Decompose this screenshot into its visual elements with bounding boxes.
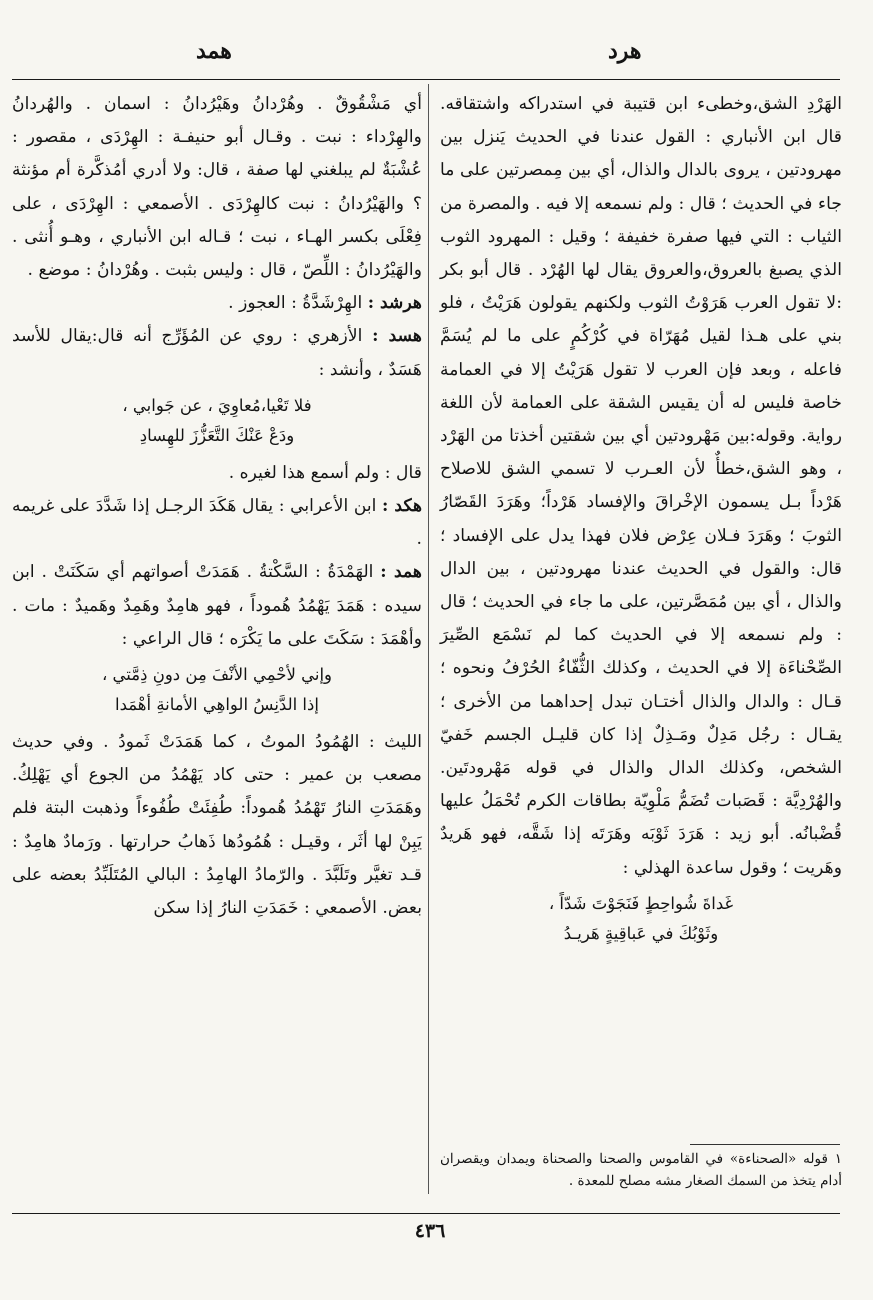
right-column (440, 88, 842, 955)
entry-headword: هسد : (372, 326, 422, 347)
verse-line: وثَوْبُكَ في عَباقِيةٍ هَريـدُ (563, 923, 719, 943)
entry-text: أي مَشْقُوقٌ . وهُرْدانُ وهَيْرُدانُ : اسمان . والهُردانُ والهِرْداء : نبت . وقـال أبو حنيفـة : الهِرْدَى ، مقصور : عُشْبَةٌ لم يبلغني لها صفة ، قال: ولا أدري أمُذكَّرة أم مؤنثة ؟ والهَيْرُدانُ : نبت كالهِرْدَى . الأصمعي : الهِرْدَى ، على فِعْلَى بكسر الهـاء ، نبت ؛ قـاله ابن الأنباري ، وهـو أُنثى . والهَيْرُدانُ : اللِّصّ ، قال : وليس بثبت . وهُرْدانُ : موضع . (12, 94, 422, 281)
footnote: ١ قوله «الصحناءة» في القاموس والصحنا والصحناة ويمدان ويقصران أدام يتخذ من السمك الصغار مشه مصلح للمعدة . (440, 1151, 842, 1189)
verse-line: إذا الدَّنِسُ الواهِي الأمانةِ أهْمَدا (115, 695, 319, 715)
entry-text: قال : ولم أسمع هذا لغيره . (228, 462, 422, 483)
footer-rule (12, 1213, 840, 1214)
entry-hrshd (12, 287, 422, 320)
column-separator (428, 84, 429, 1194)
entry-hsd (12, 320, 422, 386)
entry-headword: هرشد : (367, 293, 422, 314)
running-header-left: همد (196, 38, 232, 64)
entry-headword: همد : (380, 562, 422, 583)
page-number: ٤٣٦ (414, 1220, 446, 1242)
left-column (12, 88, 422, 925)
entry-definition: الأزهري : روي عن المُؤَرِّج أنه قال:يقال للأسد هَسَدٌ ، وأنشد : (12, 326, 422, 380)
entry-definition: الهَمْدَةُ : السَّكْتةُ . هَمَدَتْ أصواتهم أي سَكَنَتْ . ابن سيده : هَمَدَ يَهْمُدُ هُموداً ، فهو هامِدٌ وهَمِدٌ وهَميدٌ : مات . وأهْمَدَ : سَكَتَ على ما يَكْرَه ؛ قال الراعي : (12, 562, 422, 649)
entry-text: الهَرْدِ الشق،وخطىء ابن قتيبة في استدراكه واشتقاقه. قال ابن الأنباري : القول عندنا في الحديث يَنزل بين مهرودتين ، يروى بالدال والذال، أي بين مِمصرتين على ما جاء في الحديث ؛ قال : ولم نسمعه إلا فيه . والمصرة من الثياب : التي فيها صفرة خفيفة ؛ وقيل : المهرود الثوب الذي يصبغ بالعروق،والعروق يقال لها الهُرْد . قال أبو بكر :لا تقول العرب هَرَوْتُ الثوب ولكنهم يقولون هَرَيْتُ ، فلو بني على هـذا لقيل مُهَرّاة في كُرْكُمٍ على ما لم يُسَمَّ فاعله ، وبعد فإن العرب لا تقول هَرَيْتُ إلا في العمامة خاصة فليس له أن يقيس الشقة على العمامة لأن اللغة رواية. وقوله:بين مَهْرودتين أي بين شقتين أخذتا من الهَرْد ، وهو الشق،خطأٌ لأن العـرب لا تسمي الشق للاصلاح هَرْداً بـل يسمون الإخْراقَ والإفساد هَرْداً؛ وهَرَدَ القَصّارُ الثوبَ ؛ وهَرَدَ فـلان عِرْض فلان فهذا يدل على الإفساد ؛ قال: والقول في الحديث عندنا مهرودتين ، بين الدال والذال ، أي بين مُمَصَّرتين، على ما جاء في الحديث ؛ قال : ولم نسمعه إلا في الحديث كما لم نَسْمَع الصِّيرَ الصِّحْناءَة إلا في الحديث ، وكذلك الثُّفّاءُ الحُرْفُ ونحوه ؛ قـال : والدال والذال أختـان تبدل إحداهما من الأخرى ؛ يقـال : رجُل مَدِلٌ ومَـذِلٌ إذا كان قليـل الجسم خَفيّ الشخص، وكذلك الدال والذال في قوله مَهْرودتَين. والهُرْدِيَّة : قَصَبات تُضَمُّ مَلْوِيّة بطاقات الكرم تُحْمَلُ عليها قُضْبانُه. أبو زيد : هَرَدَ ثَوْبَه وهَرَتَه إذا شَقَّه، فهو هَريدٌ وهَريت ؛ وقول ساعدة الهذلي : (440, 94, 842, 878)
verse-block (12, 391, 422, 451)
running-header-right: هرد (608, 38, 642, 64)
verse-line: فلا تَعْيا،مُعاوِيَ ، عن جَوابي ، (122, 395, 312, 415)
footnote-rule (690, 1144, 840, 1145)
verse-block (440, 889, 842, 949)
verse-line: ودَعْ عَنْكَ التَّعَزُّزَ للهِسادِ (139, 425, 295, 445)
entry-hkd (12, 490, 422, 556)
entry-definition: الهِرْشَدَّةُ : العجوز . (228, 293, 368, 314)
verse-block (12, 660, 422, 720)
entry-definition: ابن الأعرابي : يقال هَكَدَ الرجـل إذا شَدَّدَ على غريمه . (12, 496, 422, 550)
entry-hmd (12, 556, 422, 656)
entry-headword: هكد : (382, 496, 423, 517)
verse-line: غَداةَ شُواحِطٍ فَنَجَوْتَ شَدّاً ، (548, 893, 734, 913)
entry-text: الليث : الهُمُودُ الموتُ ، كما هَمَدَتْ ثَمودُ . وفي حديث مصعب بن عمير : حتى كاد يَهْمُدُ من الجوع أي يَهْلِكُ. وهَمَدَتِ النارُ تَهْمُدُ هُموداً: طُفِئَتْ طُفُوءاً وذهبت البتة فلم يَبِنْ لها أثَر ، وقيـل : هُمُودُها ذَهابُ حرارتها . ورَمادٌ هامِدٌ : قـد تغيَّر وتَلَبَّدَ . والرّمادُ الهامِدُ : البالي المُتَلَبِّدُ بعضه على بعض. الأصمعي : خَمَدَتِ النارُ إذا سكن (12, 732, 422, 919)
verse-line: وإني لأحْمِي الأنْفَ مِن دونِ ذِمَّتي ، (101, 665, 332, 685)
header-rule (12, 79, 840, 80)
